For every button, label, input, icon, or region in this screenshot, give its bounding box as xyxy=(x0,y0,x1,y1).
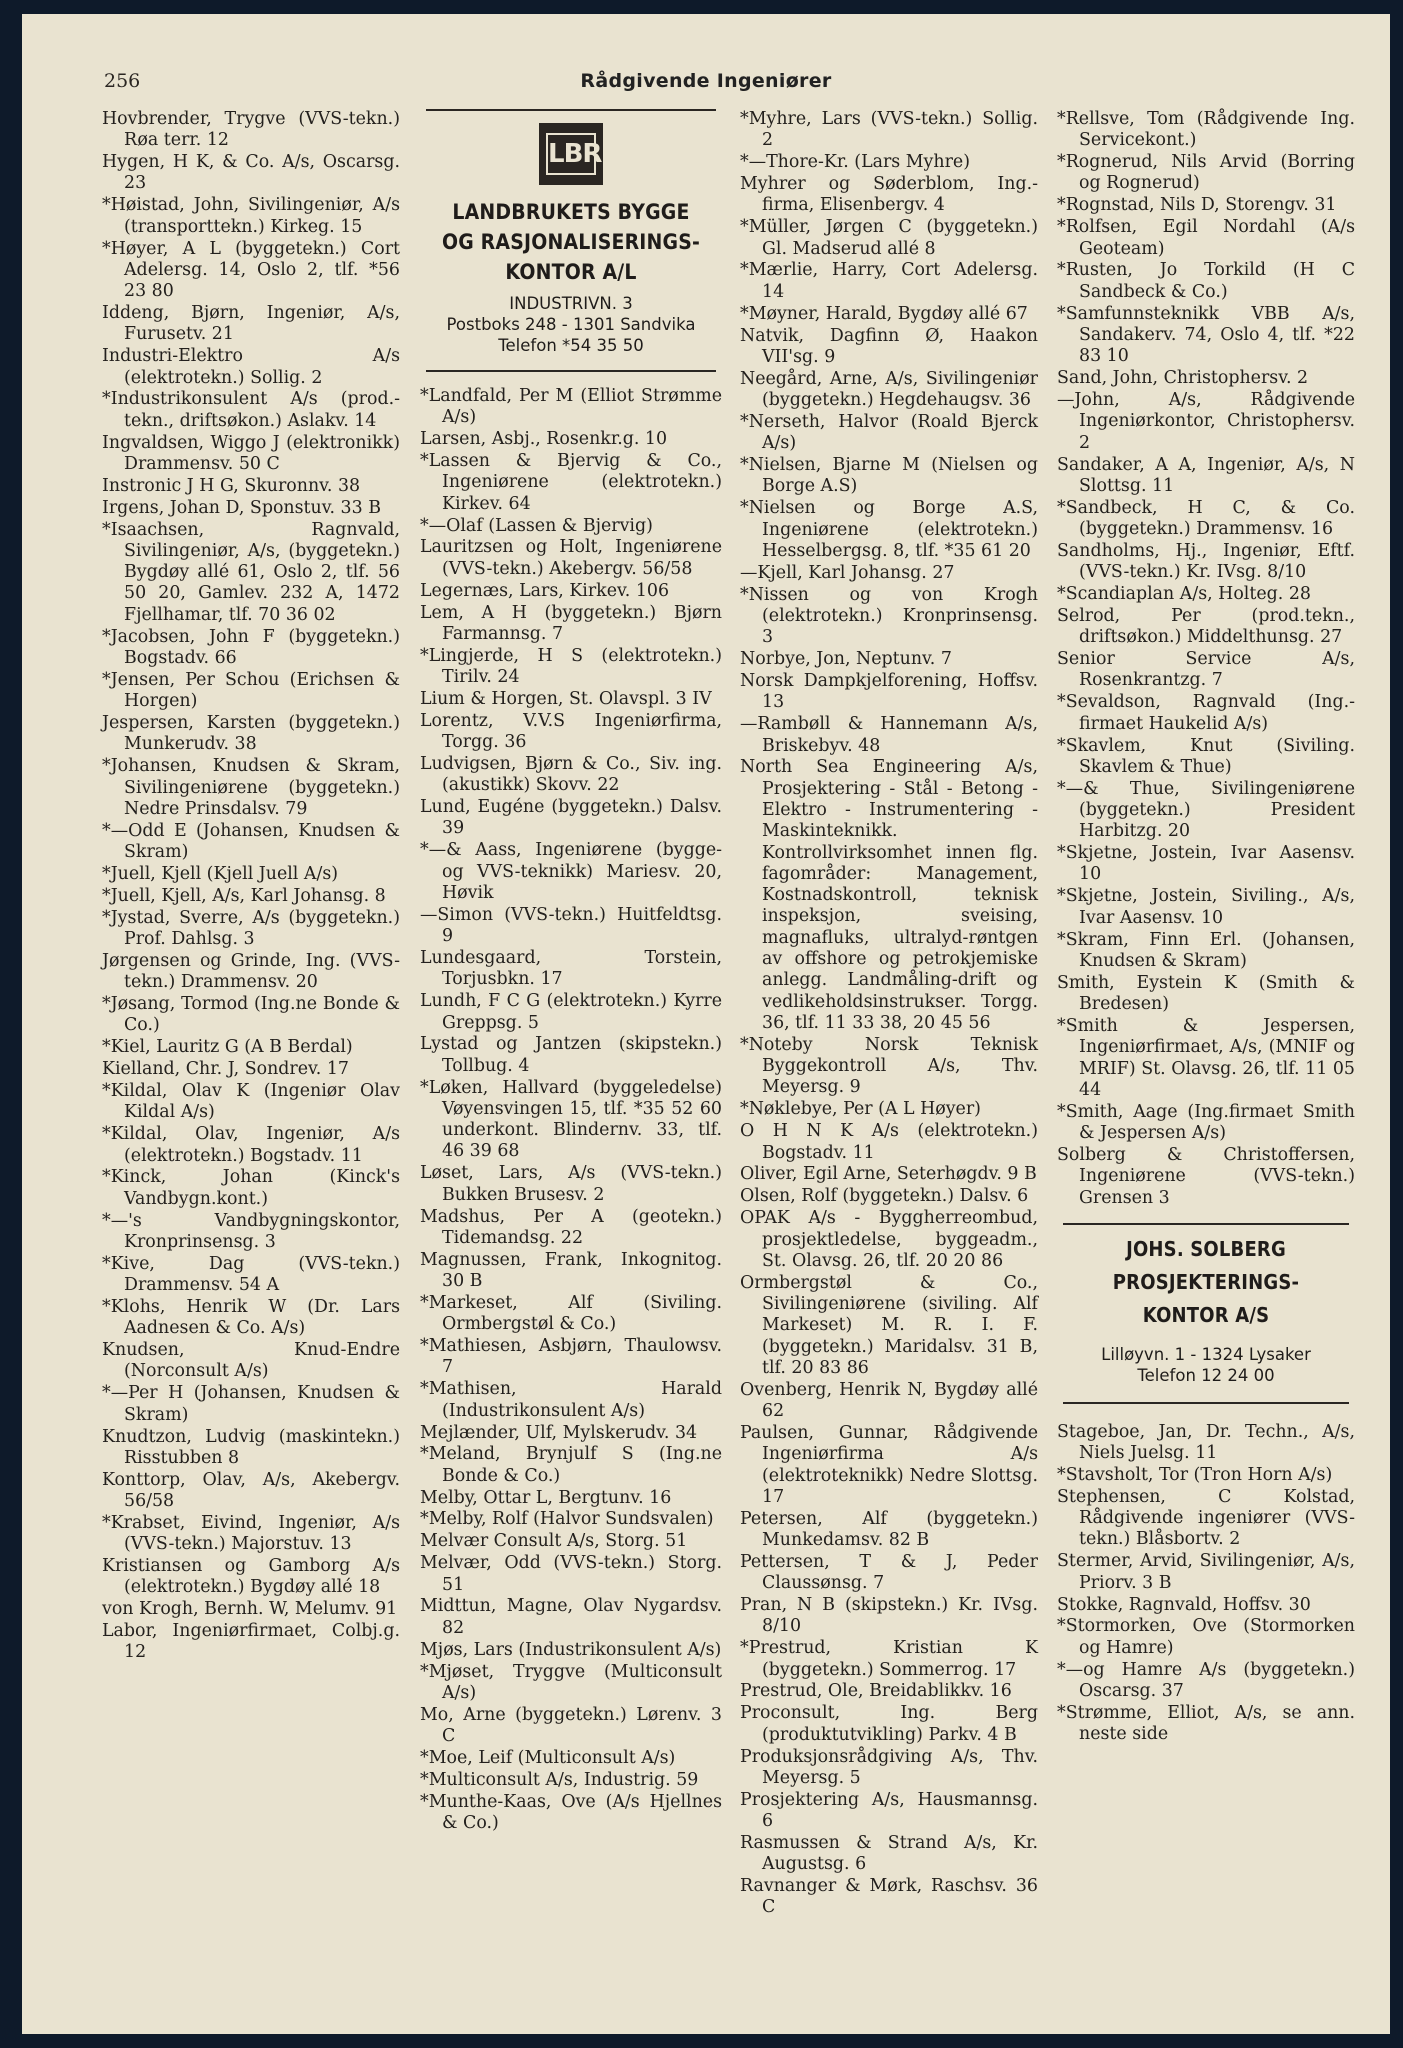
directory-entry: *Jensen, Per Schou (Erichsen & Horgen) xyxy=(102,669,400,712)
directory-entry: Larsen, Asbj., Rosenkr.g. 10 xyxy=(420,429,668,450)
directory-entry: Lorentz, V.V.S Ingeniørfirma, Torgg. 36 xyxy=(420,710,722,753)
directory-entry: *—& Thue, Sivilingeniørene (byggetekn.) President Harbitzg. 20 xyxy=(1057,778,1355,842)
ad-address-line: Postboks 248 - 1301 Sandvika xyxy=(446,315,696,334)
ad-rule xyxy=(426,370,716,372)
ad-address-line: INDUSTRIVN. 3 xyxy=(509,294,633,313)
directory-entry: Iddeng, Bjørn, Ingeniør, A/s, Furusetv. 21 xyxy=(102,303,400,345)
directory-entry: *Rolfsen, Egil Nordahl (A/s Geoteam) xyxy=(1057,217,1355,259)
directory-entry: Norbye, Jon, Neptunv. 7 xyxy=(740,649,952,670)
directory-entry: Hovbrender, Trygve (VVS-tekn.) Røa terr. 12 xyxy=(102,109,400,151)
page-number: 256 xyxy=(104,70,141,92)
directory-entry: *Kinck, Johan (Kinck's Vandbygn.kont.) xyxy=(102,1167,400,1209)
ad-name-line: OG RASJONALISERINGS- xyxy=(441,230,701,254)
directory-entry: —Kjell, Karl Johansg. 27 xyxy=(740,562,955,583)
directory-entry: *Jøsang, Tormod (Ing.ne Bonde & Co.) xyxy=(102,994,400,1036)
directory-entry: Rasmussen & Strand A/s, Kr. Augustsg. 6 xyxy=(740,1832,1038,1875)
directory-entry: *Mjøset, Tryggve (Multiconsult A/s) xyxy=(420,1661,722,1703)
directory-entry: *Skavlem, Knut (Siviling. Skavlem & Thue) xyxy=(1057,735,1355,777)
directory-entry: Pettersen, T & J, Peder Claussønsg. 7 xyxy=(740,1551,1038,1594)
directory-entry: *Industrikonsulent A/s (prod.-tekn., driftsøkon.) Aslakv. 14 xyxy=(102,389,400,431)
directory-entry: Mo, Arne (byggetekn.) Lørenv. 3 C xyxy=(420,1704,722,1746)
ad-company-name xyxy=(1072,1233,1340,1332)
directory-entry: *Kildal, Olav, Ingeniør, A/s (elektrotekn.) Bogstadv. 11 xyxy=(102,1124,400,1166)
ad-name-line: PROSJEKTERINGS- xyxy=(1112,1269,1300,1294)
column-4-entries-bottom xyxy=(1057,1422,1355,1746)
directory-entry: Knudtzon, Ludvig (maskintekn.) Risstubben 8 xyxy=(102,1426,400,1468)
directory-entry: *—'s Vandbygningskontor, Kronprinsensg. 3 xyxy=(102,1210,400,1252)
directory-entry: Norsk Dampkjelforening, Hoffsv. 13 xyxy=(740,671,1038,713)
directory-entry: *Markeset, Alf (Siviling. Ormbergstøl & Co.) xyxy=(420,1292,722,1335)
directory-entry: *Müller, Jørgen C (byggetekn.) Gl. Madserud allé 8 xyxy=(740,217,1038,259)
directory-entry: *Skram, Finn Erl. (Johansen, Knudsen & Skram) xyxy=(1057,929,1355,971)
directory-entry: Mjøs, Lars (Industrikonsulent A/s) xyxy=(420,1639,722,1660)
directory-entry: Stermer, Arvid, Sivilingeniør, A/s, Priorv. 3 B xyxy=(1057,1551,1355,1593)
directory-entry: *Juell, Kjell, A/s, Karl Johansg. 8 xyxy=(102,885,386,906)
directory-entry: North Sea Engineering A/s, Prosjektering - Stål - Betong - Elektro - Instrumentering - Maskinteknikk. Kontrollvirksomhet innen flg. fagområder: Management, Kostnadskontroll, teknisk inspeksjon, sveising, magnafluks, ultralyd-røntgen av offshore og petrokjemiske anlegg. Landmåling-drift og vedlikeholdsinstrukser. Torgg. 36, tlf. 11 33 38, 20 45 56 xyxy=(740,757,1038,1033)
directory-entry: —Rambøll & Hannemann A/s, Briskebyv. 48 xyxy=(740,714,1038,756)
ad-rule xyxy=(1063,1223,1349,1225)
directory-entry: *Nielsen, Bjarne M (Nielsen og Borge A.S) xyxy=(740,455,1038,497)
directory-entry: *Smith, Aage (Ing.firmaet Smith & Jespersen A/s) xyxy=(1057,1101,1355,1144)
directory-entry: *Prestrud, Kristian K (byggetekn.) Sommerrog. 17 xyxy=(740,1638,1038,1680)
directory-entry: Løset, Lars, A/s (VVS-tekn.) Bukken Brusesv. 2 xyxy=(420,1163,722,1205)
directory-entry: *Melby, Rolf (Halvor Sundsvalen) xyxy=(420,1509,714,1530)
directory-entry: Lystad og Jantzen (skipstekn.) Tollbug. 4 xyxy=(420,1034,722,1076)
page-title: Rådgivende Ingeniører xyxy=(580,70,832,92)
directory-entry: *Klohs, Henrik W (Dr. Lars Aadnesen & Co. A/s) xyxy=(102,1296,400,1339)
directory-entry: Ingvaldsen, Wiggo J (elektronikk) Drammensv. 50 C xyxy=(102,432,400,474)
directory-entry: *Skjetne, Jostein, Siviling., A/s, Ivar Aasensv. 10 xyxy=(1057,886,1355,928)
directory-entry: *Kive, Dag (VVS-tekn.) Drammensv. 54 A xyxy=(102,1253,400,1296)
directory-entry: Sandholms, Hj., Ingeniør, Eftf. (VVS-tekn.) Kr. IVsg. 8/10 xyxy=(1057,540,1355,583)
column-1 xyxy=(102,109,400,1664)
directory-entry: Pran, N B (skipstekn.) Kr. IVsg. 8/10 xyxy=(740,1595,1038,1637)
directory-entry: *Skjetne, Jostein, Ivar Aasensv. 10 xyxy=(1057,843,1355,885)
directory-entry: Neegård, Arne, A/s, Sivilingeniør (byggetekn.) Hegdehaugsv. 36 xyxy=(740,368,1038,411)
directory-entry: *Nielsen og Borge A.S, Ingeniørene (elektrotekn.) Hesselbergsg. 8, tlf. *35 61 20 xyxy=(740,498,1038,561)
directory-entry: *—& Aass, Ingeniørene (bygge- og VVS-teknikk) Mariesv. 20, Høvik xyxy=(420,840,722,903)
directory-entry: *Stormorken, Ove (Stormorken og Hamre) xyxy=(1057,1616,1355,1658)
directory-entry: Lauritzsen og Holt, Ingeniørene (VVS-tekn.) Akebergv. 56/58 xyxy=(420,537,722,579)
directory-entry: Smith, Eystein K (Smith & Bredesen) xyxy=(1057,972,1355,1015)
directory-entry: *Myhre, Lars (VVS-tekn.) Sollig. 2 xyxy=(740,109,1038,151)
directory-entry: *Nerseth, Halvor (Roald Bjerck A/s) xyxy=(740,411,1038,454)
directory-entry: Legernæs, Lars, Kirkev. 106 xyxy=(420,580,670,601)
directory-entry: Olsen, Rolf (byggetekn.) Dalsv. 6 xyxy=(740,1186,1029,1207)
directory-entry: Melvær, Odd (VVS-tekn.) Storg. 51 xyxy=(420,1553,722,1595)
directory-entry: Lium & Horgen, St. Olavspl. 3 IV xyxy=(420,688,712,709)
directory-entry: Instronic J H G, Skuronnv. 38 xyxy=(102,475,361,496)
directory-entry: *Munthe-Kaas, Ove (A/s Hjellnes & Co.) xyxy=(420,1791,722,1833)
directory-entry: *Stavsholt, Tor (Tron Horn A/s) xyxy=(1057,1464,1333,1485)
column-3 xyxy=(740,109,1038,1919)
directory-entry: Myhrer og Søderblom, Ing.-firma, Elisenbergv. 4 xyxy=(740,174,1038,216)
directory-entry: Paulsen, Gunnar, Rådgivende Ingeniørfirma A/s (elektroteknikk) Nedre Slottsg. 17 xyxy=(740,1422,1038,1507)
directory-entry: Prosjektering A/s, Hausmannsg. 6 xyxy=(740,1789,1038,1832)
advertisement-solberg xyxy=(1057,1223,1355,1404)
directory-entry: Hygen, H K, & Co. A/s, Oscarsg. 23 xyxy=(102,152,400,194)
directory-entry: O H N K A/s (elektrotekn.) Bogstadv. 11 xyxy=(740,1121,1038,1163)
directory-entry: von Krogh, Bernh. W, Melumv. 91 xyxy=(102,1599,398,1620)
directory-entry: Melvær Consult A/s, Storg. 51 xyxy=(420,1531,688,1552)
directory-entry: *Mathiesen, Asbjørn, Thaulowsv. 7 xyxy=(420,1336,722,1378)
directory-entry: *Noteby Norsk Teknisk Byggekontroll A/s, Thv. Meyersg. 9 xyxy=(740,1034,1038,1098)
directory-entry: —Simon (VVS-tekn.) Huitfeldtsg. 9 xyxy=(420,904,722,947)
directory-entry: *Juell, Kjell (Kjell Juell A/s) xyxy=(102,863,339,884)
directory-entry: Ormbergstøl & Co., Sivilingeniørene (siviling. Alf Markeset) M. R. I. F. (byggetekn.) Maridalsv. 31 B, tlf. 20 83 86 xyxy=(740,1272,1038,1378)
directory-entry: *Moe, Leif (Multiconsult A/s) xyxy=(420,1747,676,1768)
directory-entry: Industri-Elektro A/s (elektrotekn.) Sollig. 2 xyxy=(102,346,400,388)
advertisement-lbr xyxy=(420,109,722,372)
directory-entry: Natvik, Dagfinn Ø, Haakon VII'sg. 9 xyxy=(740,325,1038,367)
column-4-entries-top xyxy=(1057,109,1355,1209)
directory-entry: *Johansen, Knudsen & Skram, Sivilingeniørene (byggetekn.) Nedre Prinsdalsv. 79 xyxy=(102,756,400,819)
directory-entry: *Rognstad, Nils D, Storengv. 31 xyxy=(1057,195,1337,216)
directory-entry: Madshus, Per A (geotekn.) Tidemandsg. 22 xyxy=(420,1206,722,1248)
directory-entry: *—Thore-Kr. (Lars Myhre) xyxy=(740,152,970,173)
ad-rule xyxy=(1063,1402,1349,1404)
directory-entry: *Meland, Brynjulf S (Ing.ne Bonde & Co.) xyxy=(420,1444,722,1486)
directory-entry: *Løken, Hallvard (byggeledelse) Vøyensvingen 15, tlf. *35 52 60 underkont. Blindernv. 33, tlf. 46 39 68 xyxy=(420,1077,722,1162)
directory-entry: *Kildal, Olav K (Ingeniør Olav Kildal A/s) xyxy=(102,1081,400,1123)
directory-entry: *Jacobsen, John F (byggetekn.) Bogstadv. 66 xyxy=(102,626,400,668)
directory-entry: *Krabset, Eivind, Ingeniør, A/s (VVS-tekn.) Majorstuv. 13 xyxy=(102,1512,400,1555)
directory-entry: Prestrud, Ole, Breidablikkv. 16 xyxy=(740,1681,1012,1702)
ad-rule xyxy=(426,109,716,111)
directory-entry: Kielland, Chr. J, Sondrev. 17 xyxy=(102,1059,349,1080)
directory-entry: *Smith & Jespersen, Ingeniørfirmaet, A/s, (MNIF og MRIF) St. Olavsg. 26, tlf. 11 05 44 xyxy=(1057,1015,1355,1100)
directory-entry: *Rognerud, Nils Arvid (Borring og Rognerud) xyxy=(1057,152,1355,194)
directory-page xyxy=(22,14,1390,2034)
ad-name-line: KONTOR A/S xyxy=(1142,1302,1270,1327)
directory-entry: *Jystad, Sverre, A/s (byggetekn.) Prof. Dahlsg. 3 xyxy=(102,907,400,949)
directory-entry: Midttun, Magne, Olav Nygardsv. 82 xyxy=(420,1596,722,1638)
directory-entry: Magnussen, Frank, Inkognitog. 30 B xyxy=(420,1249,722,1292)
directory-entry: *Mathisen, Harald (Industrikonsulent A/s) xyxy=(420,1379,722,1421)
column-4 xyxy=(1057,109,1355,1746)
directory-entry: *Høistad, John, Sivilingeniør, A/s (transporttekn.) Kirkeg. 15 xyxy=(102,195,400,237)
lbr-logo-letters: LBR xyxy=(546,133,596,175)
directory-entry: Produksjonsrådgiving A/s, Thv. Meyersg. 5 xyxy=(740,1746,1038,1788)
directory-entry: *Møyner, Harald, Bygdøy allé 67 xyxy=(740,303,1028,324)
directory-entry: *Lassen & Bjervig & Co., Ingeniørene (elektrotekn.) Kirkev. 64 xyxy=(420,451,722,514)
ad-name-line: KONTOR A/L xyxy=(505,260,637,284)
ad-address-line: Lilløyvn. 1 - 1324 Lysaker xyxy=(1101,1344,1311,1364)
directory-entry: Lundesgaard, Torstein, Torjusbkn. 17 xyxy=(420,948,722,990)
directory-entry: OPAK A/s - Byggherreombud, prosjektledelse, byggeadm., St. Olavsg. 26, tlf. 20 20 86 xyxy=(740,1208,1038,1271)
ad-name-line: LANDBRUKETS BYGGE xyxy=(452,200,690,224)
directory-entry: Melby, Ottar L, Bergtunv. 16 xyxy=(420,1487,672,1508)
directory-entry: Oliver, Egil Arne, Seterhøgdv. 9 B xyxy=(740,1164,1037,1185)
directory-entry: Selrod, Per (prod.tekn., driftsøkon.) Middelthunsg. 27 xyxy=(1057,605,1355,648)
directory-entry: *Landfald, Per M (Elliot Strømme A/s) xyxy=(420,386,722,428)
directory-entry: *Sevaldson, Ragnvald (Ing.-firmaet Haukelid A/s) xyxy=(1057,692,1355,734)
directory-entry: Solberg & Christoffersen, Ingeniørene (VVS-tekn.) Grensen 3 xyxy=(1057,1144,1355,1208)
directory-entry: Stageboe, Jan, Dr. Techn., A/s, Niels Juelsg. 11 xyxy=(1057,1421,1355,1464)
directory-entry: *Rusten, Jo Torkild (H C Sandbeck & Co.) xyxy=(1057,260,1355,302)
directory-entry: Mejlænder, Ulf, Mylskerudv. 34 xyxy=(420,1422,698,1443)
directory-entry: *Rellsve, Tom (Rådgivende Ing. Servicekont.) xyxy=(1057,109,1355,151)
directory-entry: Irgens, Johan D, Sponstuv. 33 B xyxy=(102,497,381,518)
directory-entry: Ludvigsen, Bjørn & Co., Siv. ing. (akustikk) Skovv. 22 xyxy=(420,753,722,796)
directory-entry: Kristiansen og Gamborg A/s (elektrotekn.) Bygdøy allé 18 xyxy=(102,1556,400,1598)
directory-entry: *Sandbeck, H C, & Co. (byggetekn.) Drammensv. 16 xyxy=(1057,497,1355,539)
directory-entry: Ovenberg, Henrik N, Bygdøy allé 62 xyxy=(740,1379,1038,1422)
directory-entry: *Mærlie, Harry, Cort Adelersg. 14 xyxy=(740,260,1038,302)
directory-entry: Senior Service A/s, Rosenkrantzg. 7 xyxy=(1057,649,1355,691)
directory-entry: *Samfunnsteknikk VBB A/s, Sandakerv. 74, Oslo 4, tlf. *22 83 10 xyxy=(1057,303,1355,367)
directory-entry: Lundh, F C G (elektrotekn.) Kyrre Greppsg. 5 xyxy=(420,991,722,1033)
directory-entry: Petersen, Alf (byggetekn.) Munkedamsv. 82 B xyxy=(740,1508,1038,1551)
directory-entry: *Nøklebye, Per (A L Høyer) xyxy=(740,1099,981,1120)
directory-entry: *—Odd E (Johansen, Knudsen & Skram) xyxy=(102,820,400,862)
directory-entry: *Scandiaplan A/s, Holteg. 28 xyxy=(1057,584,1311,605)
directory-entry: Lund, Eugéne (byggetekn.) Dalsv. 39 xyxy=(420,797,722,839)
directory-entry: *Strømme, Elliot, A/s, se ann. neste side xyxy=(1057,1702,1355,1745)
ad-phone-line: Telefon *54 35 50 xyxy=(498,336,644,355)
lbr-logo xyxy=(539,123,603,185)
ad-company-name xyxy=(435,197,707,287)
directory-entry: Stokke, Ragnvald, Hoffsv. 30 xyxy=(1057,1594,1311,1615)
column-2-entries xyxy=(420,386,722,1834)
directory-entry: *—Per H (Johansen, Knudsen & Skram) xyxy=(102,1383,400,1425)
directory-entry: *Lingjerde, H S (elektrotekn.) Tirilv. 24 xyxy=(420,645,722,688)
directory-entry: Konttorp, Olav, A/s, Akebergv. 56/58 xyxy=(102,1469,400,1511)
directory-entry: *Isaachsen, Ragnvald, Sivilingeniør, A/s, (byggetekn.) Bygdøy allé 61, Oslo 2, tlf. 56 50 20, Gamlev. 232 A, 1472 Fjellhamar, tlf. 70 36 02 xyxy=(102,519,400,625)
directory-entry: *Nissen og von Krogh (elektrotekn.) Kronprinsensg. 3 xyxy=(740,584,1038,648)
directory-entry: *—og Hamre A/s (byggetekn.) Oscarsg. 37 xyxy=(1057,1659,1355,1701)
directory-entry: *Høyer, A L (byggetekn.) Cort Adelersg. 14, Oslo 2, tlf. *56 23 80 xyxy=(102,238,400,302)
directory-entry: *Multiconsult A/s, Industrig. 59 xyxy=(420,1769,699,1790)
directory-entry: *Kiel, Lauritz G (A B Berdal) xyxy=(102,1037,353,1058)
ad-phone-line: Telefon 12 24 00 xyxy=(1137,1365,1275,1385)
ad-name-line: JOHS. SOLBERG xyxy=(1126,1236,1286,1261)
column-2 xyxy=(420,109,722,1835)
directory-entry: Lem, A H (byggetekn.) Bjørn Farmannsg. 7 xyxy=(420,602,722,644)
directory-entry: Sandaker, A A, Ingeniør, A/s, N Slottsg. 11 xyxy=(1057,454,1355,496)
directory-entry: Stephensen, C Kolstad, Rådgivende ingeniører (VVS-tekn.) Blåsbortv. 2 xyxy=(1057,1486,1355,1550)
directory-entry: Jespersen, Karsten (byggetekn.) Munkerudv. 38 xyxy=(102,713,400,755)
directory-entry: Knudsen, Knud-Endre (Norconsult A/s) xyxy=(102,1340,400,1382)
directory-entry: Labor, Ingeniørfirmaet, Colbj.g. 12 xyxy=(102,1621,400,1663)
directory-entry: Sand, John, Christophersv. 2 xyxy=(1057,368,1309,389)
directory-entry: —John, A/s, Rådgivende Ingeniørkontor, Christophersv. 2 xyxy=(1057,390,1355,453)
directory-entry: Ravnanger & Mørk, Raschsv. 36 C xyxy=(740,1876,1038,1918)
directory-entry: Jørgensen og Grinde, Ing. (VVS-tekn.) Drammensv. 20 xyxy=(102,950,400,993)
directory-entry: Proconsult, Ing. Berg (produktutvikling) Parkv. 4 B xyxy=(740,1703,1038,1745)
directory-entry: *—Olaf (Lassen & Bjervig) xyxy=(420,515,653,536)
